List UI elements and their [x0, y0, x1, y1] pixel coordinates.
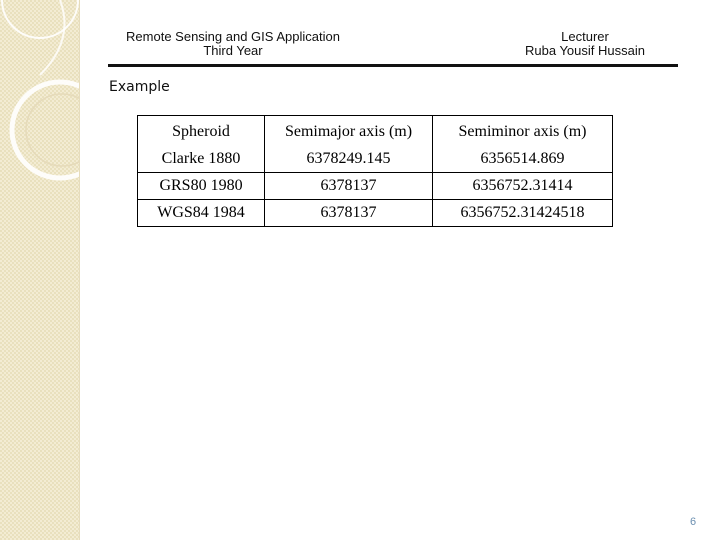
- cell-semiminor: 6356752.31424518: [433, 200, 613, 227]
- spheroid-table: [137, 115, 613, 227]
- course-year: Third Year: [203, 43, 263, 58]
- table-row: [138, 146, 613, 173]
- cell-semimajor: 6378249.145: [265, 146, 433, 173]
- cell-spheroid: WGS84 1984: [138, 200, 265, 227]
- cell-semiminor: 6356514.869: [433, 146, 613, 173]
- column-header-semiminor: Semiminor axis (m): [433, 116, 613, 147]
- page-number: 6: [690, 516, 697, 528]
- table-header-row: [138, 116, 613, 147]
- cell-spheroid: Clarke 1880: [138, 146, 265, 173]
- decorative-circles-icon: [0, 0, 79, 200]
- table-row: [138, 200, 613, 227]
- lecturer-label: Lecturer: [561, 29, 609, 44]
- cell-semimajor: 6378137: [265, 200, 433, 227]
- section-label: Example: [109, 79, 170, 95]
- header-lecturer: [505, 30, 665, 58]
- cell-semiminor: 6356752.31414: [433, 173, 613, 200]
- header-course: [108, 30, 358, 58]
- table-row: [138, 173, 613, 200]
- column-header-semimajor: Semimajor axis (m): [265, 116, 433, 147]
- cell-spheroid: GRS80 1980: [138, 173, 265, 200]
- column-header-spheroid: Spheroid: [138, 116, 265, 147]
- header-divider: [108, 64, 678, 67]
- decorative-side-strip: [0, 0, 80, 540]
- cell-semimajor: 6378137: [265, 173, 433, 200]
- course-title: Remote Sensing and GIS Application: [126, 29, 340, 44]
- lecturer-name: Ruba Yousif Hussain: [525, 43, 645, 58]
